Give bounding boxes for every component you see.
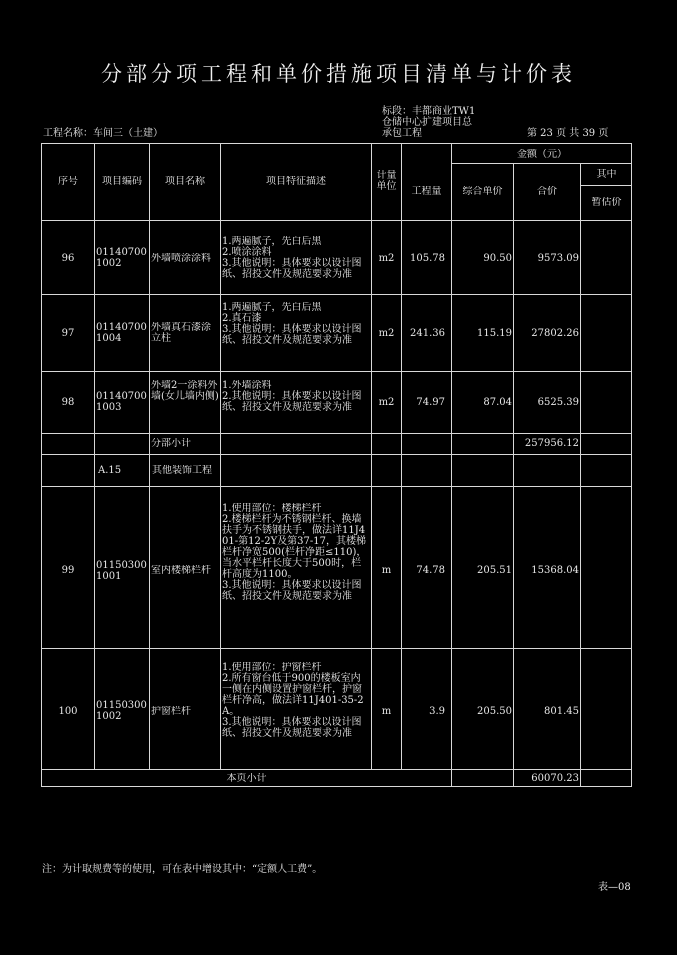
row-name: 外墙真石漆涂立柱 (151, 322, 211, 344)
row-total: 15368.04 (531, 565, 579, 576)
row-desc: 1.外墙涂料 2.其他说明：具体要求以设计图纸、招投文件及规范要求为准 (222, 380, 362, 413)
row-total: 27802.26 (531, 328, 579, 339)
row-desc: 1.使用部位：护窗栏杆 2.所有窗台低于900的楼板室内一侧在内侧设置护窗栏杆，护窗栏杆净高，做法详11J401-35-2 A。 3.其他说明：具体要求以设计图纸、招投文件及规范要求为准 (222, 662, 364, 739)
header-unit-price: 综合单价 (462, 186, 503, 197)
page-total-value: 60070.23 (531, 773, 579, 784)
row-unit: m2 (378, 253, 395, 264)
page-total-label: 本页小计 (226, 773, 267, 784)
footer-note: 注：为计取规费等的使用，可在表中增设其中：“定额人工费”。 (42, 864, 323, 875)
page-title: 分部分项工程和单价措施项目清单与计价表 (101, 62, 576, 86)
header-amount: 金额（元） (517, 149, 567, 160)
row-name: 室内楼梯栏杆 (151, 565, 211, 576)
row-qty: 241.36 (410, 328, 445, 339)
row-desc: 1.两遍腻子，先白后黑 2.真石漆 3.其他说明：具体要求以设计图纸、招投文件及规范要求为准 (222, 302, 362, 346)
row-total: 9573.09 (537, 253, 579, 264)
section-code: A.15 (98, 465, 122, 476)
header-desc: 项目特征描述 (266, 176, 326, 187)
bid-section-line-2: 仓储中心扩建项目总 (382, 117, 472, 128)
row-qty: 74.97 (416, 397, 445, 408)
row-unit: m (381, 565, 392, 576)
row-total: 801.45 (544, 706, 579, 717)
row-code: 011407001004 (96, 322, 147, 344)
section-name: 其他装饰工程 (152, 465, 212, 476)
row-unit: m2 (378, 397, 395, 408)
row-unit: m2 (378, 328, 395, 339)
row-code: 011503001001 (96, 560, 147, 582)
bid-section-line-3: 承包工程 (382, 128, 422, 139)
form-number: 表—08 (598, 882, 631, 893)
row-code: 011407001002 (96, 247, 147, 269)
row-unit-price: 205.51 (477, 565, 512, 576)
row-code: 011503001002 (96, 700, 147, 722)
subtotal-label: 分部小计 (151, 438, 191, 449)
project-name: 工程名称：车间三（土建） (43, 128, 163, 139)
row-seq: 97 (61, 328, 75, 339)
row-seq: 98 (61, 397, 75, 408)
subtotal-total: 257956.12 (524, 438, 579, 449)
bid-section-line-1: 标段：丰都商业TW1 (382, 106, 476, 117)
row-seq: 100 (58, 706, 78, 717)
header-seq: 序号 (58, 176, 78, 187)
row-unit: m (381, 706, 392, 717)
row-qty: 105.78 (410, 253, 445, 264)
row-total: 6525.39 (537, 397, 579, 408)
header-qty: 工程量 (411, 186, 442, 197)
header-of-which: 其中 (596, 169, 617, 180)
row-desc: 1.使用部位：楼梯栏杆 2.楼梯栏杆为不锈钢栏杆、换墙扶手为不锈钢扶手，做法详11J401-第12-2Y及第37-17，其楼梯栏杆净宽500(栏杆净距≤110)，当水平栏杆长度大于500时，栏杆高度为1100。 3.其他说明：具体要求以设计图纸、招投文件及规范要求为准 (222, 503, 367, 602)
row-unit-price: 115.19 (477, 328, 512, 339)
header-provisional: 暂估价 (591, 197, 622, 208)
row-name: 外墙喷涂涂料 (151, 253, 211, 264)
row-seq: 96 (61, 253, 75, 264)
header-name: 项目名称 (165, 176, 205, 187)
row-name: 护窗栏杆 (151, 706, 191, 717)
page-info: 第 23 页 共 39 页 (527, 128, 609, 139)
row-unit-price: 87.04 (483, 397, 512, 408)
row-unit-price: 90.50 (483, 253, 512, 264)
row-name: 外墙2一涂料外墙(女儿墙内侧) (151, 380, 219, 402)
header-total: 合价 (537, 186, 557, 197)
row-code: 011407001003 (96, 391, 147, 413)
row-unit-price: 205.50 (477, 706, 512, 717)
row-qty: 74.78 (416, 565, 445, 576)
row-desc: 1.两遍腻子，先白后黑 2.喷涂涂料 3.其他说明：具体要求以设计图纸、招投文件及规范要求为准 (222, 236, 362, 280)
header-unit: 计量单位 (376, 170, 397, 192)
row-qty: 3.9 (429, 706, 445, 717)
header-code: 项目编码 (102, 176, 142, 187)
row-seq: 99 (61, 565, 75, 576)
